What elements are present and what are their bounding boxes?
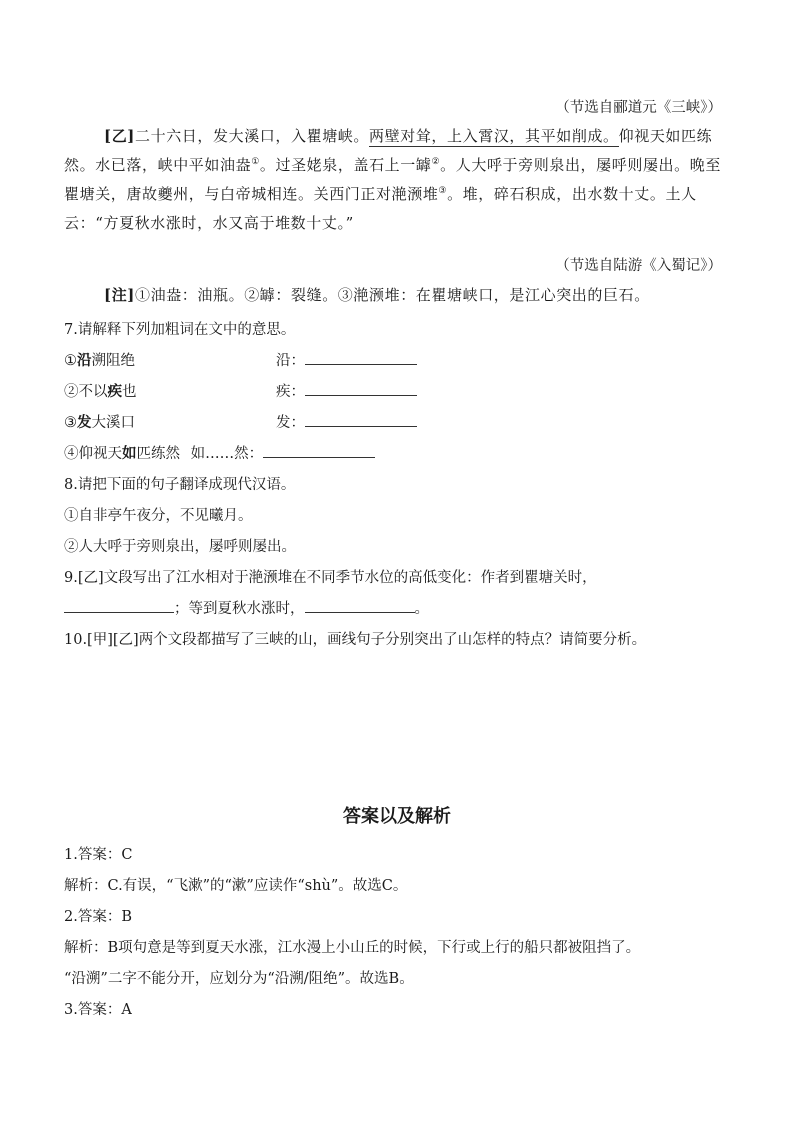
footnote-marker: ①	[251, 157, 260, 167]
passage-text: 二十六日，发大溪口，入瞿塘峡。	[135, 127, 370, 145]
item-text: 大溪口	[91, 415, 135, 431]
bold-word: 沿	[77, 352, 92, 369]
question-7-prompt: 7.请解释下列加粗词在文中的意思。	[64, 322, 296, 338]
passage-text: 仰视天如匹练然。水已落，峡中平如油盎	[64, 127, 713, 174]
bold-word: 发	[77, 414, 92, 431]
answer-blank[interactable]	[305, 412, 417, 427]
answer-blank[interactable]	[305, 381, 417, 396]
question-10-prompt: 10.[甲][乙]两个文段都描写了三峡的山，画线句子分别突出了山怎样的特点？请简要分析。	[64, 632, 647, 648]
answer-blank[interactable]	[305, 598, 415, 613]
footnote-marker: ③	[438, 186, 448, 196]
question-8-prompt: 8.请把下面的句子翻译成现代汉语。	[64, 477, 296, 493]
q7-item-3	[64, 411, 305, 432]
item-marker: ①	[64, 353, 77, 369]
annotation-notes	[64, 281, 732, 310]
passage-text: 。人大呼于旁则泉出，屡呼则屡出。晚至瞿塘关，唐故夔州，与白帝城相连。关西门正对滟滪堆	[64, 156, 721, 203]
q8-sentence-2: ②人大呼于旁则泉出，屡呼则屡出。	[64, 539, 296, 555]
source-citation-jia: （节选自郦道元《三峡》）	[555, 100, 722, 116]
q8-sentence-1: ①自非亭午夜分，不见曦月。	[64, 508, 253, 524]
source-citation-yi: （节选自陆游《入蜀记》）	[555, 258, 722, 274]
answer-blank[interactable]	[64, 598, 174, 613]
item-label: 发：	[276, 415, 305, 431]
answer-blank[interactable]	[263, 443, 375, 458]
item-label: 疾：	[276, 384, 305, 400]
q9-end-text: 。	[414, 601, 429, 617]
item-text: 匹练然	[136, 446, 180, 462]
item-text: 也	[122, 384, 137, 400]
item-text: 仰视天	[78, 446, 122, 462]
q7-item-2	[64, 380, 305, 401]
q9-mid-text: ；等到夏秋水涨时，	[174, 601, 305, 617]
notes-tag: [注]	[104, 286, 135, 304]
explanation-2: 解析：B项句意是等到夏天水涨，江水漫上小山丘的时候，下行或上行的船只都被阻挡了。	[64, 940, 641, 956]
passage-text: 。过圣姥泉，盖石上一罅	[259, 156, 432, 174]
question-9-prompt: 9.[乙]文段写出了江水相对于滟滪堆在不同季节水位的高低变化：作者到瞿塘关时，	[64, 570, 597, 586]
item-marker: ③	[64, 415, 77, 431]
item-text: 溯阻绝	[91, 353, 135, 369]
answers-heading: 答案以及解析	[343, 806, 451, 827]
item-label: 如……然：	[190, 446, 264, 462]
item-label: 沿：	[276, 353, 305, 369]
passage-text: 。堆，碎石积成，出水数十丈。土人云：“方夏秋水涨时，水又高于堆数十丈。”	[64, 185, 697, 232]
answer-blank[interactable]	[305, 350, 417, 365]
item-marker: ②	[64, 384, 79, 400]
item-marker: ④	[64, 446, 79, 462]
bold-word: 如	[122, 445, 137, 462]
q7-item-1	[64, 349, 305, 370]
answer-3: 3.答案：A	[64, 1002, 132, 1018]
passage-yi	[64, 122, 732, 238]
explanation-1: 解析：C.有误，“飞漱”的“漱”应读作“shù”。故选C。	[64, 878, 408, 894]
answer-1: 1.答案：C	[64, 847, 133, 863]
bold-word: 疾	[107, 383, 122, 400]
passage-tag: [乙]	[104, 127, 135, 145]
q7-item-4	[64, 442, 375, 463]
footnote-marker: ②	[431, 157, 441, 167]
notes-text: ①油盎：油瓶。②罅：裂缝。③滟滪堆：在瞿塘峡口，是江心突出的巨石。	[135, 286, 650, 304]
item-text: 不以	[78, 384, 108, 400]
explanation-2-continued: “沿溯”二字不能分开，应划分为“沿溯/阻绝”。故选B。	[64, 971, 414, 987]
underlined-sentence: 两壁对耸，上入霄汉，其平如削成。	[369, 127, 619, 145]
q9-blanks-line	[64, 597, 429, 618]
answer-2: 2.答案：B	[64, 909, 132, 925]
